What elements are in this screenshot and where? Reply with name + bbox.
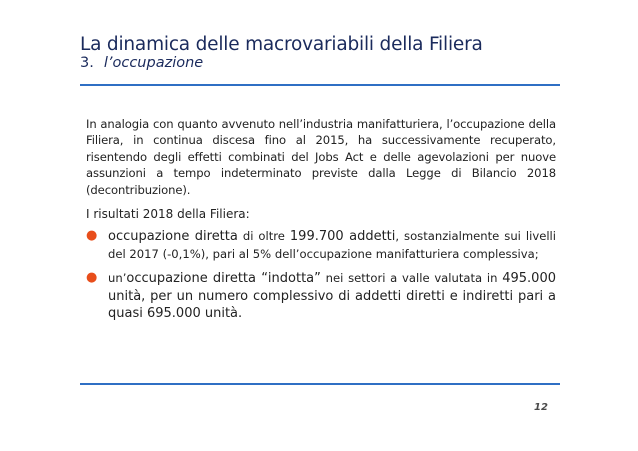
subtitle-text: l’occupazione (103, 55, 204, 71)
list-item (86, 270, 556, 322)
bullet-1-term: occupazione diretta (108, 229, 238, 245)
bullet-2-text-b: nei settori a valle valutata in (320, 271, 503, 286)
results-lead: I risultati 2018 della Filiera: (86, 207, 250, 222)
bullet-2-text-a: un’ (108, 271, 127, 286)
bullet-1-text-b: , sostanzialmente sui livelli del 2017 (-0,1%), pari al 5% dell’occupazione manifatturiera complessiva; (108, 229, 556, 261)
slide-title: La dinamica delle macrovariabili della Filiera (80, 34, 483, 55)
subtitle-number: 3. (80, 55, 94, 71)
bottom-divider (80, 383, 560, 385)
bullet-dot-icon: ● (86, 270, 98, 286)
intro-paragraph: In analogia con quanto avvenuto nell’industria manifatturiera, l’occupazione della Filiera, in continua discesa fino al 2015, ha successivamente recuperato, risentendo degli effetti combinati del Jobs Act e delle agevolazioni per nuove assunzioni a tempo indeterminato previste dalla Legge di Bilancio 2018 (decontribuzione). (86, 117, 556, 197)
list-item (86, 228, 556, 262)
page-number: 12 (534, 402, 548, 413)
bullet-2-term: occupazione diretta “indotta” (126, 271, 321, 287)
bullet-dot-icon: ● (86, 228, 98, 244)
bullet-1-text-a: di oltre (237, 229, 290, 244)
bullet-1-value: 199.700 addetti (289, 229, 396, 245)
top-divider (80, 84, 560, 86)
bullet-2-value: 495.000 unità, per un numero complessivo di addetti diretti e indiretti pari a quasi 695.000 unità. (108, 271, 556, 322)
slide-subtitle (80, 55, 203, 71)
results-list (86, 228, 556, 322)
slide-content (86, 116, 556, 330)
